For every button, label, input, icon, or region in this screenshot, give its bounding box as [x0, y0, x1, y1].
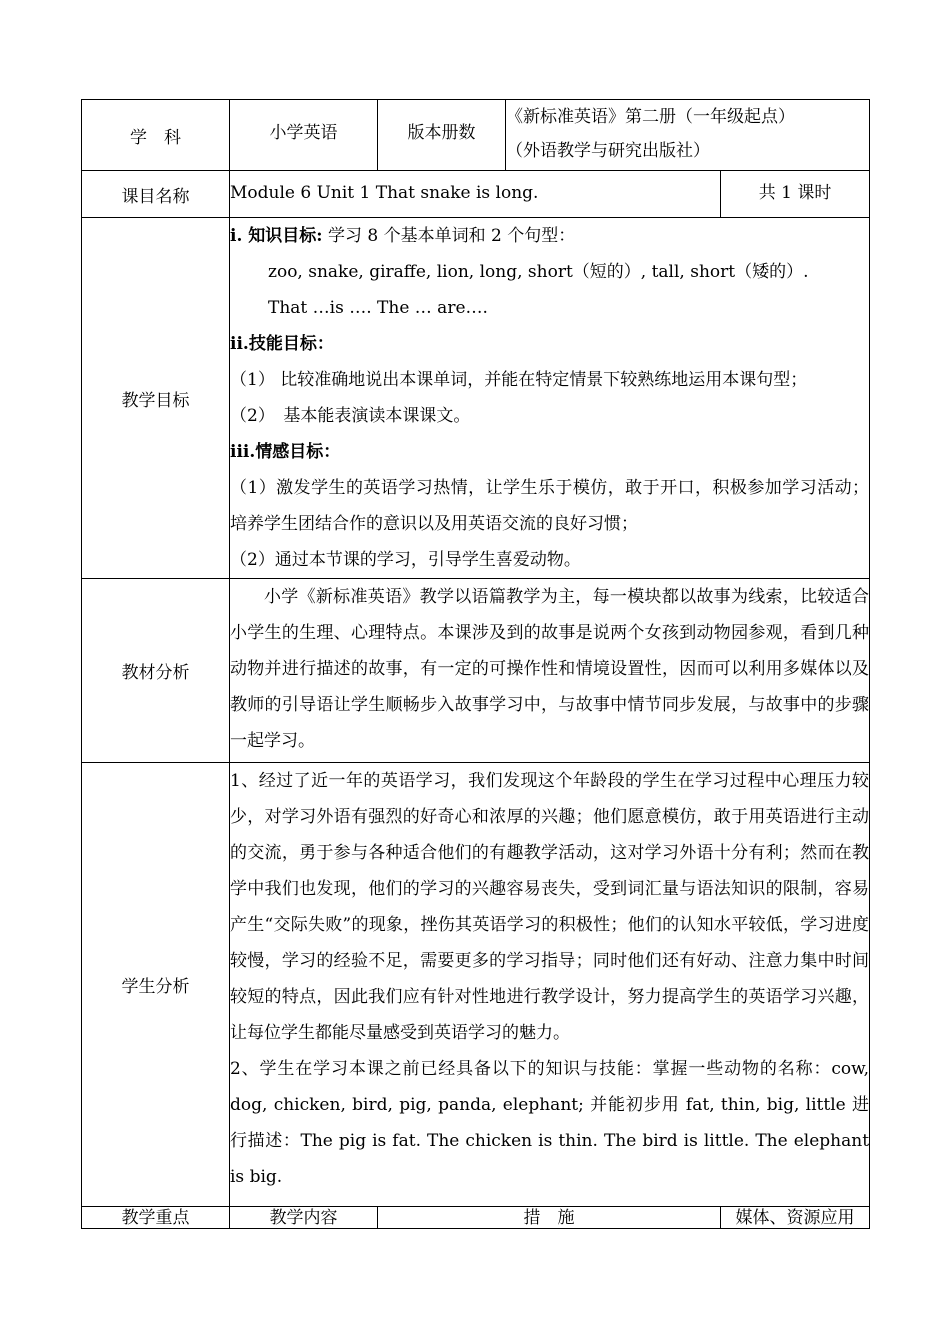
edition-line-1: 《新标准英语》第二册（一年级起点） — [506, 107, 795, 127]
material-analysis: 小学《新标准英语》教学以语篇教学为主，每一模块都以故事为线索，比较适合小学生的生理、心理特点。本课涉及到的故事是说两个女孩到动物园参观，看到几种动物并进行描述的故事，有一定的可操作性和情境设置性，因而可以利用多媒体以及教师的引导语让学生顺畅步入故事学习中，与故事中情节同步发展，与故事中的步骤一起学习。 — [230, 579, 870, 763]
edition-label: 版本册数 — [378, 100, 506, 171]
knowledge-title: i. 知识目标: — [230, 226, 323, 246]
edition-line-2: （外语教学与研究出版社） — [506, 141, 710, 161]
material-label: 教材分析 — [82, 579, 230, 763]
footer-header-row — [82, 1207, 870, 1229]
emotion-objective-2: （2）通过本节课的学习，引导学生喜爱动物。 — [230, 550, 581, 570]
students-analysis-2: 2、学生在学习本课之前已经具备以下的知识与技能：掌握一些动物的名称：cow, dog, chicken, bird, pig, panda, elephant; 并能初步用 fat, thin, big, little 进行描述：The pig is fat. The chicken is thin. The bird is little. The elephant is big. — [230, 1059, 870, 1187]
course-label: 课目名称 — [82, 171, 230, 218]
students-analysis — [230, 763, 870, 1207]
focus-header: 教学重点 — [82, 1207, 230, 1229]
course-row — [82, 171, 870, 218]
knowledge-objective — [230, 218, 869, 254]
emotion-objective-title: iii.情感目标： — [230, 442, 341, 462]
lesson-plan-table — [81, 99, 870, 1229]
skill-objective-title: ii.技能目标： — [230, 334, 334, 354]
skill-objective-2: （2） 基本能表演读本课课文。 — [230, 406, 471, 426]
edition-value — [506, 100, 870, 171]
objectives-row — [82, 218, 870, 579]
content-header: 教学内容 — [230, 1207, 378, 1229]
course-value: Module 6 Unit 1 That snake is long. — [230, 171, 721, 218]
students-row — [82, 763, 870, 1207]
sentence-patterns: That …is …. The … are…. — [268, 298, 488, 318]
measures-header: 措 施 — [378, 1207, 721, 1229]
subject-row — [82, 100, 870, 171]
vocabulary-words: zoo, snake, giraffe, lion, long, short（短的）, tall, short（矮的）. — [268, 262, 809, 282]
objectives-content — [230, 218, 870, 579]
course-periods: 共 1 课时 — [721, 171, 870, 218]
students-analysis-1: 1、经过了近一年的英语学习，我们发现这个年龄段的学生在学习过程中心理压力较少，对学习外语有强烈的好奇心和浓厚的兴趣；他们愿意模仿，敢于用英语进行主动的交流，勇于参与各种适合他们的有趣教学活动，这对学习外语十分有利；然而在教学中我们也发现，他们的学习的兴趣容易丧失，受到词汇量与语法知识的限制，容易产生“交际失败”的现象，挫伤其英语学习的积极性；他们的认知水平较低，学习进度较慢，学习的经验不足，需要更多的学习指导；同时他们还有好动、注意力集中时间较短的特点，因此我们应有针对性地进行教学设计，努力提高学生的英语学习兴趣，让每位学生都能尽量感受到英语学习的魅力。 — [230, 771, 870, 1043]
material-row — [82, 579, 870, 763]
subject-label: 学 科 — [82, 100, 230, 171]
media-header: 媒体、资源应用 — [721, 1207, 870, 1229]
skill-objective-1: （1） 比较准确地说出本课单词，并能在特定情景下较熟练地运用本课句型； — [230, 370, 808, 390]
knowledge-text: 学习 8 个基本单词和 2 个句型： — [322, 226, 576, 246]
emotion-objective-1: （1）激发学生的英语学习热情，让学生乐于模仿，敢于开口，积极参加学习活动；培养学生团结合作的意识以及用英语交流的良好习惯； — [230, 478, 870, 534]
objectives-label: 教学目标 — [82, 218, 230, 579]
subject-value: 小学英语 — [230, 100, 378, 171]
students-label: 学生分析 — [82, 763, 230, 1207]
